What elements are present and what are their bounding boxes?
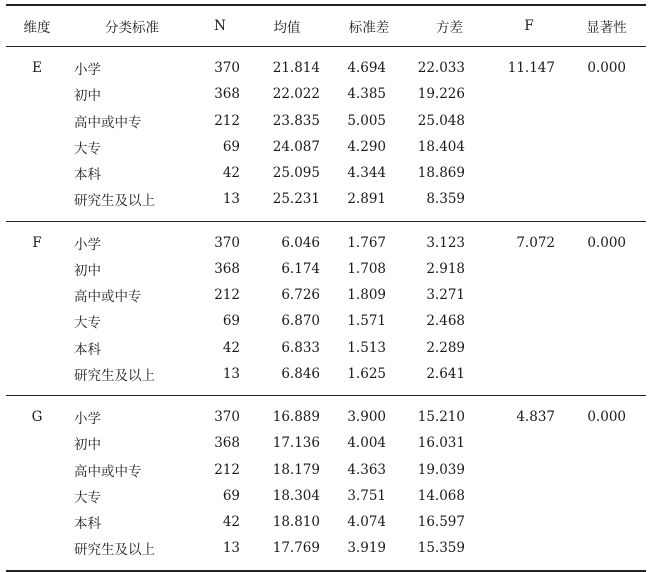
variance-cell: 22.033: [417, 60, 465, 77]
category-cell: 本科: [74, 167, 101, 184]
n-cell: 69: [222, 487, 240, 504]
sd-cell: 3.751: [347, 487, 386, 504]
table-header: [6, 5, 646, 47]
dimension-cell: [6, 509, 68, 535]
f-cell: [491, 483, 567, 509]
category-cell: 小学: [74, 411, 101, 428]
sig-cell: [567, 81, 646, 107]
category-cell: 本科: [74, 516, 101, 533]
sig-cell: [567, 430, 646, 456]
sig-cell: 0.000: [587, 60, 626, 77]
variance-cell: 16.597: [417, 514, 465, 531]
sig-cell: 0.000: [587, 234, 626, 251]
n-cell: 42: [222, 339, 240, 356]
sig-cell: [567, 108, 646, 134]
f-cell: [491, 535, 567, 570]
table-row: [6, 361, 646, 396]
variance-cell: 18.869: [417, 165, 465, 182]
dimension-cell: [6, 134, 68, 160]
variance-cell: 18.404: [417, 138, 465, 155]
category-cell: 高中或中专: [74, 289, 142, 306]
sig-cell: [567, 457, 646, 483]
sd-cell: 4.385: [347, 86, 386, 103]
category-cell: 高中或中专: [74, 114, 142, 131]
sig-cell: [567, 335, 646, 361]
f-cell: [491, 160, 567, 186]
dimension-cell: [6, 186, 68, 221]
table-row: [6, 535, 646, 570]
mean-cell: 6.846: [281, 365, 320, 382]
dimension-cell: [6, 308, 68, 334]
n-cell: 69: [222, 138, 240, 155]
n-cell: 212: [214, 112, 240, 129]
mean-cell: 18.810: [272, 514, 320, 531]
f-cell: 7.072: [516, 234, 555, 251]
variance-cell: 14.068: [417, 487, 465, 504]
table-row: [6, 430, 646, 456]
category-cell: 研究生及以上: [74, 193, 155, 210]
f-cell: [491, 308, 567, 334]
table-row: [6, 335, 646, 361]
mean-cell: 6.870: [281, 313, 320, 330]
table-row: [6, 47, 646, 82]
table-row: [6, 221, 646, 256]
dimension-cell: [6, 256, 68, 282]
dimension-cell: [6, 81, 68, 107]
mean-cell: 17.769: [272, 540, 320, 557]
table-row: [6, 134, 646, 160]
n-cell: 212: [214, 461, 240, 478]
f-cell: [491, 81, 567, 107]
header-row: [6, 5, 646, 47]
mean-cell: 24.087: [272, 138, 320, 155]
category-cell: 初中: [74, 437, 101, 454]
header-category: 分类标准: [105, 20, 159, 36]
sd-cell: 4.004: [347, 435, 386, 452]
variance-cell: 16.031: [417, 435, 465, 452]
f-cell: [491, 509, 567, 535]
sd-cell: 4.694: [347, 60, 386, 77]
sd-cell: 1.767: [347, 234, 386, 251]
f-cell: [491, 457, 567, 483]
sd-cell: 5.005: [347, 112, 386, 129]
variance-cell: 2.468: [426, 313, 465, 330]
dimension-cell: [6, 361, 68, 396]
table-row: [6, 256, 646, 282]
sig-cell: [567, 282, 646, 308]
category-cell: 小学: [74, 62, 101, 79]
f-cell: [491, 335, 567, 361]
f-cell: [491, 361, 567, 396]
sd-cell: 4.290: [347, 138, 386, 155]
n-cell: 42: [222, 165, 240, 182]
dimension-cell: [6, 335, 68, 361]
variance-cell: 19.039: [417, 461, 465, 478]
sig-cell: 0.000: [587, 409, 626, 426]
sd-cell: 1.625: [347, 365, 386, 382]
table-row: [6, 483, 646, 509]
variance-cell: 15.210: [417, 409, 465, 426]
n-cell: 368: [214, 86, 240, 103]
f-cell: [491, 256, 567, 282]
table-row: [6, 509, 646, 535]
f-cell: [491, 430, 567, 456]
f-cell: 4.837: [516, 409, 555, 426]
table-row: [6, 186, 646, 221]
mean-cell: 25.095: [272, 165, 320, 182]
header-mean: 均值: [273, 20, 301, 36]
anova-table: [6, 4, 646, 572]
sd-cell: 1.513: [347, 339, 386, 356]
dimension-cell: F: [32, 234, 42, 251]
sd-cell: 4.363: [347, 461, 386, 478]
table-row: [6, 160, 646, 186]
category-cell: 本科: [74, 341, 101, 358]
n-cell: 370: [214, 234, 240, 251]
table-row: [6, 308, 646, 334]
sd-cell: 4.074: [347, 514, 386, 531]
dimension-cell: [6, 108, 68, 134]
sig-cell: [567, 535, 646, 570]
n-cell: 212: [214, 287, 240, 304]
table-body: [6, 47, 646, 571]
mean-cell: 16.889: [272, 409, 320, 426]
sig-cell: [567, 483, 646, 509]
mean-cell: 6.174: [281, 260, 320, 277]
variance-cell: 2.918: [426, 260, 465, 277]
sig-cell: [567, 361, 646, 396]
dimension-cell: [6, 430, 68, 456]
n-cell: 370: [214, 409, 240, 426]
n-cell: 13: [222, 191, 240, 208]
category-cell: 大专: [74, 140, 101, 157]
sig-cell: [567, 134, 646, 160]
header-sd: 标准差: [348, 20, 390, 36]
variance-cell: 3.123: [426, 234, 465, 251]
category-cell: 大专: [74, 315, 101, 332]
variance-cell: 2.641: [426, 365, 465, 382]
dimension-cell: [6, 282, 68, 308]
category-cell: 初中: [74, 262, 101, 279]
sig-cell: [567, 160, 646, 186]
sd-cell: 1.809: [347, 287, 386, 304]
variance-cell: 15.359: [417, 540, 465, 557]
n-cell: 69: [222, 313, 240, 330]
dimension-cell: E: [32, 60, 42, 77]
dimension-cell: [6, 535, 68, 570]
mean-cell: 6.726: [281, 287, 320, 304]
mean-cell: 17.136: [272, 435, 320, 452]
header-n: N: [214, 18, 226, 34]
f-cell: [491, 186, 567, 221]
mean-cell: 18.179: [272, 461, 320, 478]
f-cell: [491, 134, 567, 160]
table-row: [6, 108, 646, 134]
table-row: [6, 396, 646, 431]
dimension-cell: G: [31, 409, 43, 426]
f-cell: [491, 108, 567, 134]
sig-cell: [567, 186, 646, 221]
table-row: [6, 457, 646, 483]
sig-cell: [567, 509, 646, 535]
sd-cell: 3.919: [347, 540, 386, 557]
sig-cell: [567, 308, 646, 334]
variance-cell: 19.226: [417, 86, 465, 103]
sd-cell: 1.708: [347, 260, 386, 277]
category-cell: 初中: [74, 88, 101, 105]
table-row: [6, 282, 646, 308]
header-f: F: [524, 18, 534, 34]
category-cell: 大专: [74, 489, 101, 506]
mean-cell: 18.304: [272, 487, 320, 504]
mean-cell: 21.814: [272, 60, 320, 77]
dimension-cell: [6, 457, 68, 483]
mean-cell: 22.022: [272, 86, 320, 103]
header-sig: 显著性: [586, 20, 627, 36]
category-cell: 研究生及以上: [74, 542, 155, 559]
mean-cell: 23.835: [272, 112, 320, 129]
mean-cell: 6.046: [281, 234, 320, 251]
mean-cell: 25.231: [272, 191, 320, 208]
header-variance: 方差: [436, 20, 463, 36]
sd-cell: 4.344: [347, 165, 386, 182]
n-cell: 370: [214, 60, 240, 77]
sd-cell: 1.571: [347, 313, 386, 330]
dimension-cell: [6, 160, 68, 186]
n-cell: 42: [222, 514, 240, 531]
f-cell: 11.147: [507, 60, 555, 77]
sd-cell: 3.900: [347, 409, 386, 426]
variance-cell: 3.271: [426, 287, 465, 304]
n-cell: 13: [222, 365, 240, 382]
category-cell: 小学: [74, 236, 101, 253]
variance-cell: 25.048: [417, 112, 465, 129]
table-row: [6, 81, 646, 107]
variance-cell: 2.289: [426, 339, 465, 356]
variance-cell: 8.359: [426, 191, 465, 208]
sig-cell: [567, 256, 646, 282]
dimension-cell: [6, 483, 68, 509]
mean-cell: 6.833: [281, 339, 320, 356]
f-cell: [491, 282, 567, 308]
category-cell: 高中或中专: [74, 463, 142, 480]
n-cell: 368: [214, 435, 240, 452]
header-dimension: 维度: [23, 20, 51, 36]
n-cell: 368: [214, 260, 240, 277]
sd-cell: 2.891: [347, 191, 386, 208]
category-cell: 研究生及以上: [74, 367, 155, 384]
n-cell: 13: [222, 540, 240, 557]
